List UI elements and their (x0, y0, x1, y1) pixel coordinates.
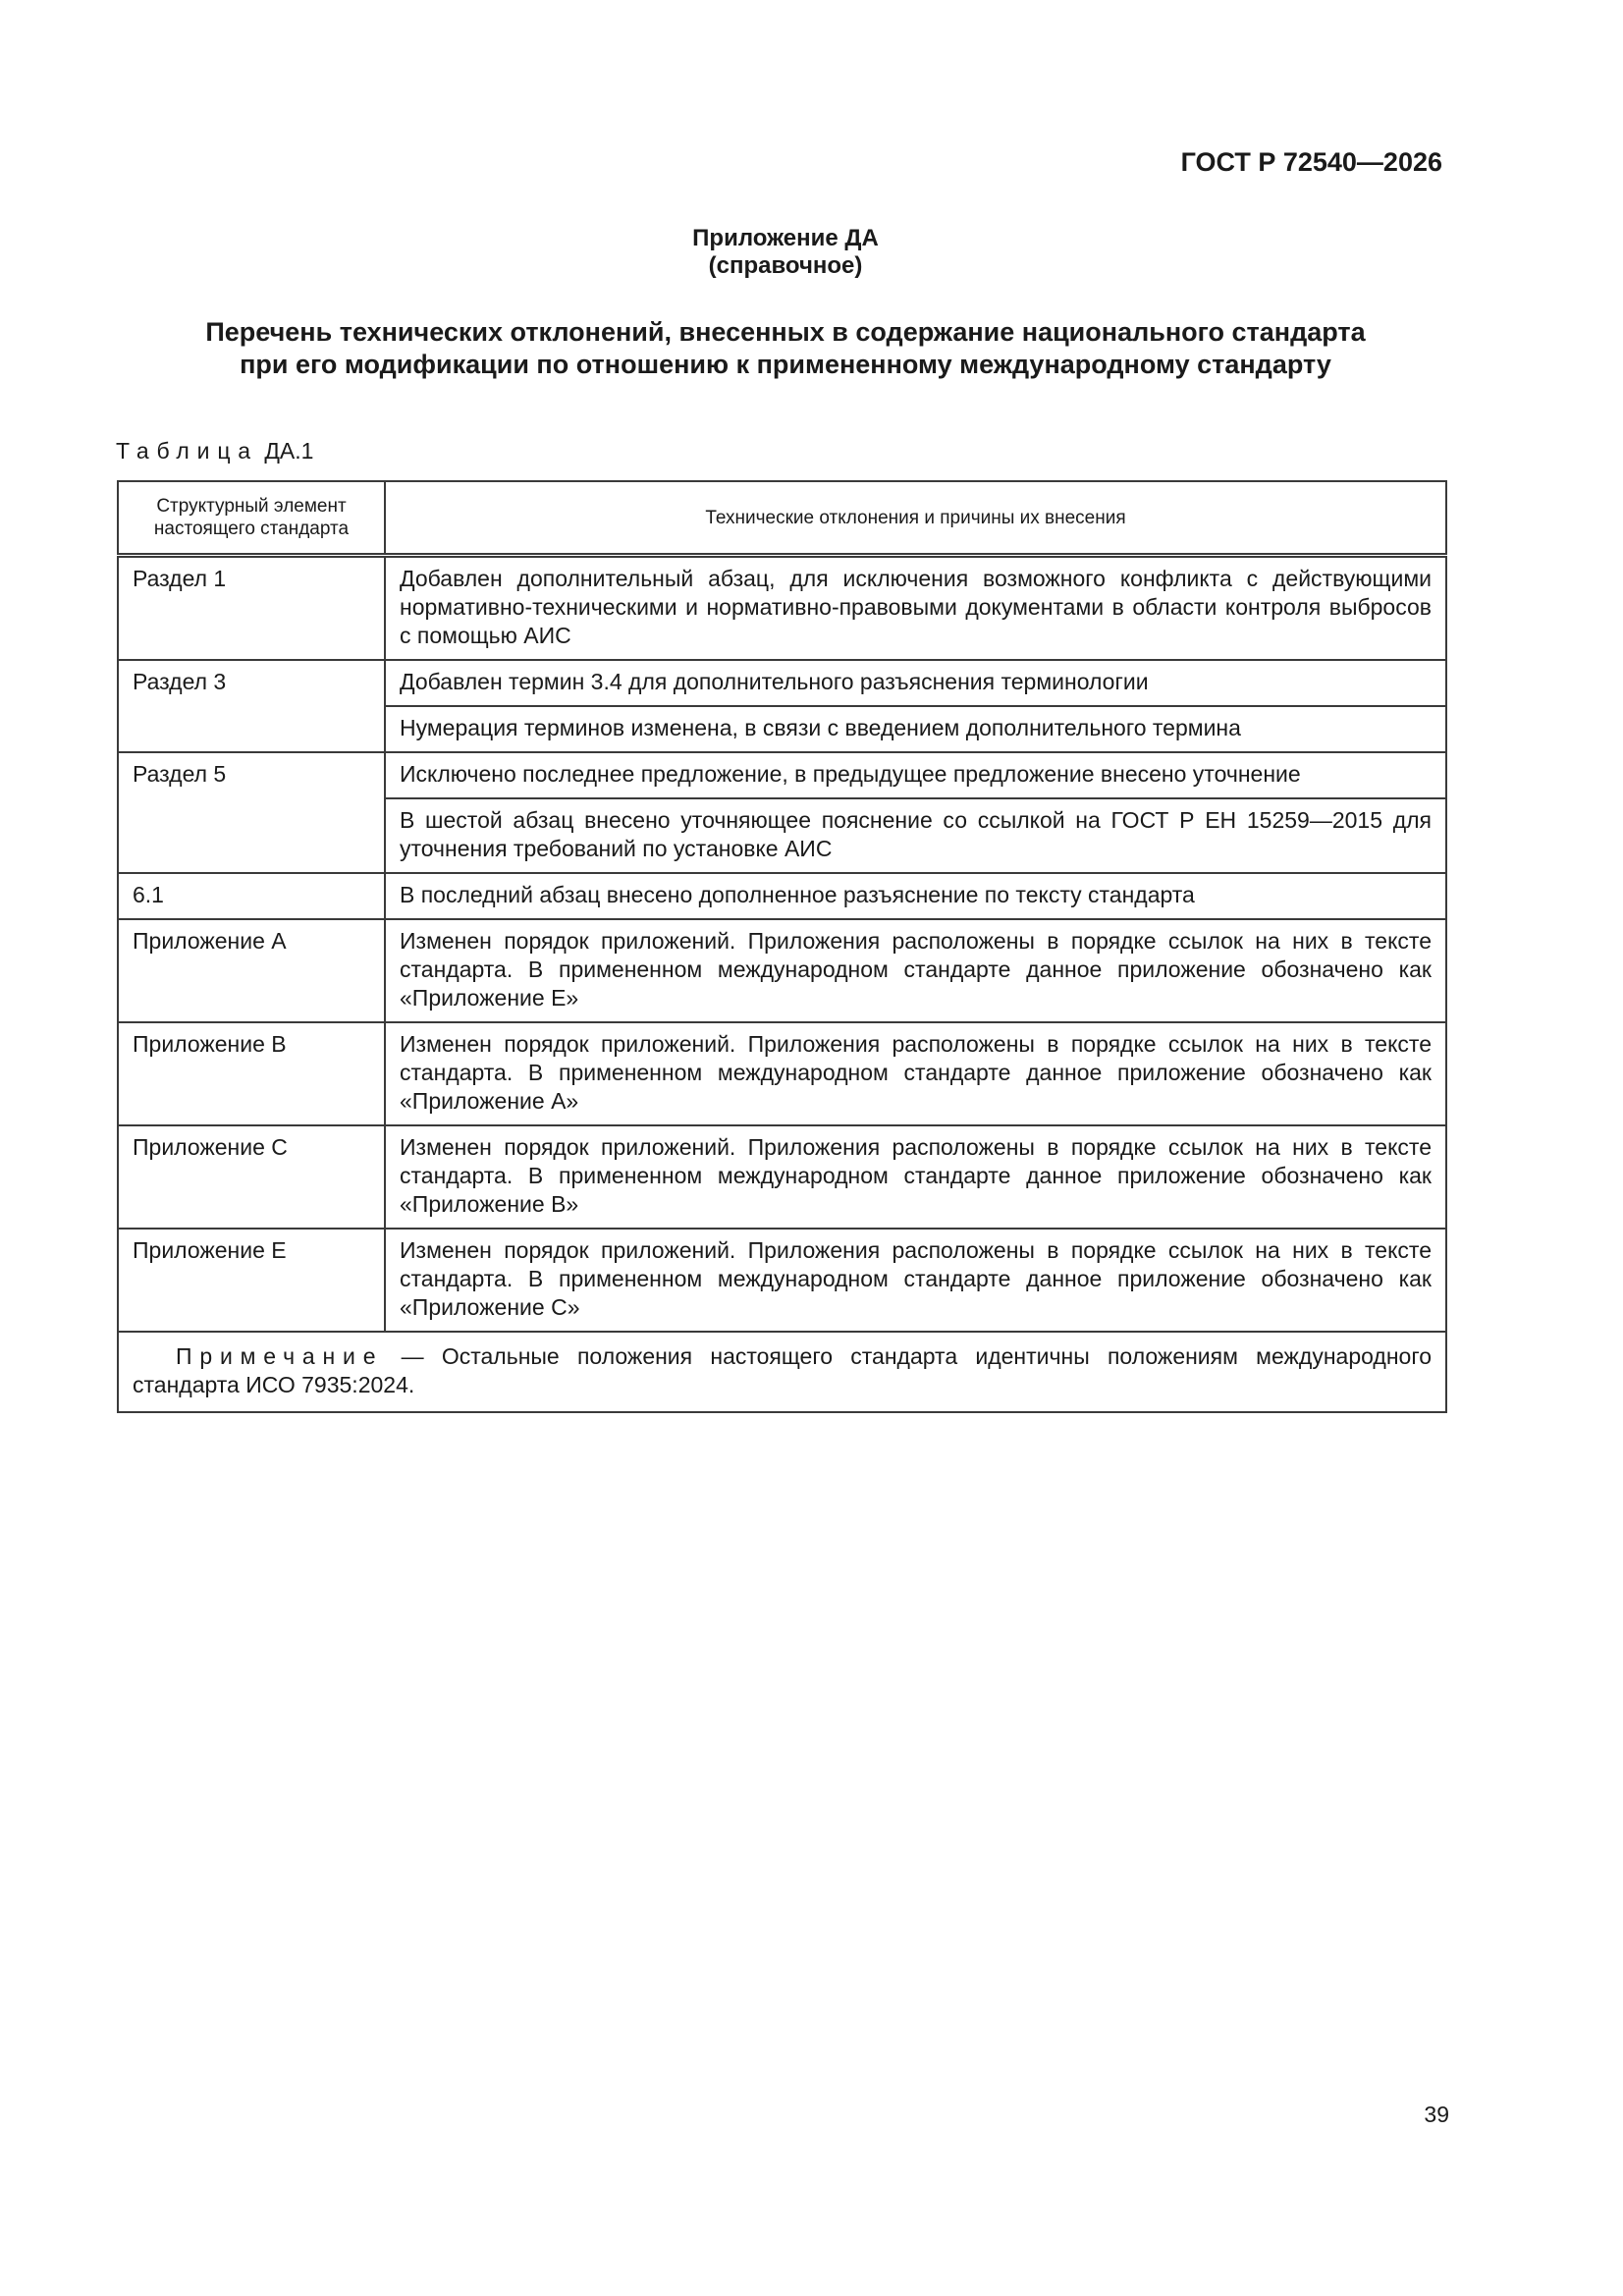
table-row (118, 873, 1446, 919)
table-row (118, 1229, 1446, 1332)
row-element: Раздел 5 (118, 752, 385, 873)
row-deviation: Нумерация терминов изменена, в связи с введением дополнительного термина (385, 706, 1446, 752)
row-deviation: Изменен порядок приложений. Приложения расположены в порядке ссылок на них в тексте стандарта. В примененном международном стандарте данное приложение обозначено как «Приложение В» (385, 1125, 1446, 1229)
table-label-number: ДА.1 (264, 438, 314, 464)
row-deviation: В шестой абзац внесено уточняющее пояснение со ссылкой на ГОСТ Р ЕН 15259—2015 для уточнения требований по установке АИС (385, 798, 1446, 873)
table-row (118, 919, 1446, 1022)
table-label (116, 438, 313, 465)
row-deviation: В последний абзац внесено дополненное разъяснение по тексту стандарта (385, 873, 1446, 919)
deviations-table (117, 480, 1447, 1413)
table-row (118, 752, 1446, 798)
row-element: Приложение Е (118, 1229, 385, 1332)
row-element: Приложение А (118, 919, 385, 1022)
header-structural-element: Структурный элемент настоящего стандарта (118, 481, 385, 556)
table-row (118, 556, 1446, 661)
table-note (118, 1332, 1446, 1412)
row-element: Раздел 3 (118, 660, 385, 752)
row-element: Раздел 1 (118, 556, 385, 661)
row-element: 6.1 (118, 873, 385, 919)
row-deviation: Добавлен термин 3.4 для дополнительного разъяснения терминологии (385, 660, 1446, 706)
table-row (118, 1022, 1446, 1125)
row-element: Приложение В (118, 1022, 385, 1125)
heading-line-1: Перечень технических отклонений, внесенных в содержание национального стандарта (205, 317, 1366, 347)
appendix-title-block (0, 225, 1571, 280)
appendix-subtitle: (справочное) (708, 252, 863, 279)
row-element: Приложение С (118, 1125, 385, 1229)
table-note-row (118, 1332, 1446, 1412)
table-header-row (118, 481, 1446, 556)
header-technical-deviations: Технические отклонения и причины их внесения (385, 481, 1446, 556)
row-deviation: Исключено последнее предложение, в предыдущее предложение внесено уточнение (385, 752, 1446, 798)
row-deviation: Изменен порядок приложений. Приложения расположены в порядке ссылок на них в тексте стандарта. В примененном международном стандарте данное приложение обозначено как «Приложение Е» (385, 919, 1446, 1022)
note-label: Примечание (176, 1343, 384, 1369)
appendix-title: Приложение ДА (692, 225, 879, 251)
section-heading (0, 316, 1571, 381)
heading-line-2: при его модификации по отношению к примененному международному стандарту (240, 350, 1331, 379)
page-number: 39 (1424, 2102, 1449, 2127)
table-row (118, 1125, 1446, 1229)
note-text: — Остальные положения настоящего стандарта идентичны положениям международного стандарта ИСО 7935:2024. (133, 1343, 1432, 1397)
table-row (118, 660, 1446, 706)
row-deviation: Изменен порядок приложений. Приложения расположены в порядке ссылок на них в тексте стандарта. В примененном международном стандарте данное приложение обозначено как «Приложение С» (385, 1229, 1446, 1332)
row-deviation: Добавлен дополнительный абзац, для исключения возможного конфликта с действующими нормативно-техническими и нормативно-правовыми документами в области контроля выбросов с помощью АИС (385, 556, 1446, 661)
document-code: ГОСТ Р 72540—2026 (1180, 147, 1442, 177)
table-label-word: Таблица (116, 438, 258, 464)
row-deviation: Изменен порядок приложений. Приложения расположены в порядке ссылок на них в тексте стандарта. В примененном международном стандарте данное приложение обозначено как «Приложение А» (385, 1022, 1446, 1125)
